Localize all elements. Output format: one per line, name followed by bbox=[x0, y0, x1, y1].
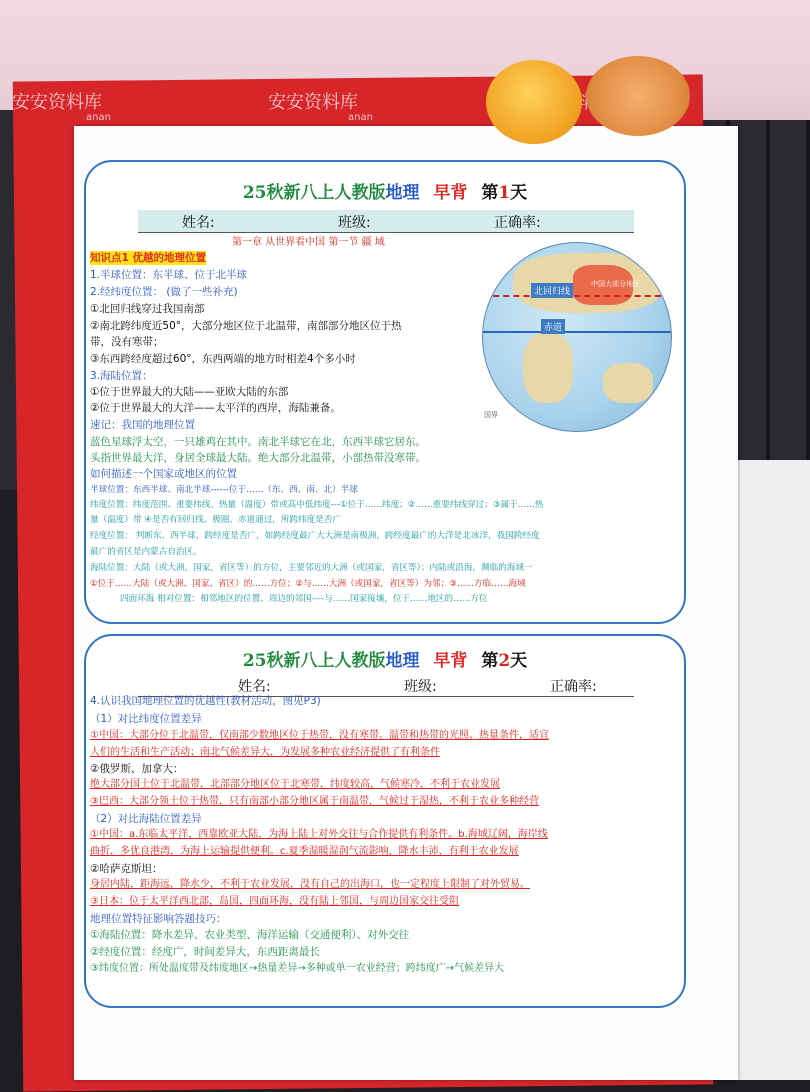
text-line: ①海陆位置：降水差异、农业类型、海洋运输（交通便利）、对外交往 bbox=[90, 929, 410, 941]
text-line: 人们的生活和生产活动；南北气候差异大，为发展多种农业经济提供了有利条件 bbox=[90, 747, 440, 758]
title-part: 第 bbox=[481, 183, 499, 203]
knowledge-point-heading: 知识点1 优越的地理位置 bbox=[90, 252, 206, 264]
text-line: ②经度位置：经度广，时间差异大，东西距离最长 bbox=[90, 946, 320, 958]
text-line: 纬度位置：纬度范围、重要纬线、热量（温度）带或高中低纬度---①位于……纬度；②……重要纬线穿过；③属于……热 bbox=[90, 500, 544, 510]
rate-label: 正确率: bbox=[494, 215, 541, 231]
text-line: ①位于……大陆（或大洲、国家、省区）的……方位；②与……大洲（或国家，省区等）为邻；③……方临……海域 bbox=[90, 579, 526, 589]
text-line: 头指世界最大洋，身居全球最大陆。绝大部分北温带，小部热带没寒带。 bbox=[90, 452, 426, 464]
class-label: 班级: bbox=[404, 679, 437, 695]
text-line: 如何描述一个国家或地区的位置 bbox=[90, 468, 237, 480]
text-line: 1.半球位置：东半球、位于北半球 bbox=[90, 269, 248, 281]
equator-line bbox=[483, 331, 671, 333]
text-line: （1）对比纬度位置差异 bbox=[90, 713, 202, 725]
text-line: ③日本：位于太平洋西北部，岛国，四面环海，没有陆上邻国，与周边国家交往受阻 bbox=[90, 896, 459, 907]
landmass bbox=[603, 363, 653, 403]
text-line: ②南北跨纬度近50°，大部分地区位于北温带，南部部分地区位于热 bbox=[90, 320, 402, 332]
text-line: 速记：我国的地理位置 bbox=[90, 419, 195, 431]
text-line: （2）对比海陆位置差异 bbox=[90, 813, 202, 825]
name-label: 姓名: bbox=[182, 215, 215, 231]
rate-label: 正确率: bbox=[550, 679, 597, 695]
title-subject: 地理 bbox=[385, 651, 420, 671]
text-line: 曲折，多优良港湾，为海上运输提供便利。c.夏季湿暖湿润气流影响，降水丰沛，有利于农业发展 bbox=[90, 846, 519, 857]
text-line: 3.海陆位置： bbox=[90, 370, 153, 382]
tropic-label: 北回归线 bbox=[531, 283, 573, 298]
equator-label: 赤道 bbox=[541, 319, 565, 334]
day1-info-bar bbox=[138, 210, 634, 233]
text-line: 海陆位置：大陆（或大洲，国家，省区等）的方位，主要邻近的大洲（或国家，省区等）；内陆或沿海，濒临的海域一 bbox=[90, 563, 533, 573]
watermark: 安安资料库 bbox=[12, 92, 102, 113]
sticker-cookie bbox=[586, 56, 690, 136]
text-line: ②俄罗斯、加拿大： bbox=[90, 763, 184, 775]
text-line: 地理位置特征影响答题技巧： bbox=[90, 913, 227, 925]
text-line: 身居内陆，距海远，降水少，不利于农业发展，没有自己的出海口，也一定程度上限制了对外贸易。 bbox=[90, 879, 530, 890]
sticker-heart bbox=[486, 60, 582, 144]
text-line: 四面环海 相对位置：相邻地区的位置、周边的邻国----与……国家接壤，位于……地区的……方位 bbox=[120, 594, 488, 604]
watermark: 安安资料库 bbox=[268, 92, 358, 113]
chapter-heading: 第一章 从世界看中国 第一节 疆 域 bbox=[232, 237, 385, 248]
day2-title bbox=[86, 646, 684, 671]
text-line: ①位于世界最大的大陆——亚欧大陆的东部 bbox=[90, 386, 289, 398]
china-label: 中国大部分地区 bbox=[591, 280, 640, 288]
text-line: 绝大部分国土位于北温带，北部部分地区位于北寒带，纬度较高，气候寒冷，不利于农业发展 bbox=[90, 779, 500, 790]
text-line: ③巴西：大部分领土位于热带，只有南部小部分地区属于南温带，气候过于湿热，不利于农业多种经营 bbox=[90, 796, 539, 807]
title-part: 25秋新八上人教版 bbox=[242, 183, 386, 203]
text-line: 2.经纬度位置： (做了一些补充) bbox=[90, 286, 238, 298]
class-label: 班级: bbox=[338, 215, 371, 231]
text-line: 半球位置：东西半球、南北半球------位于……（东、西、南、北）半球 bbox=[90, 485, 358, 495]
name-label: 姓名: bbox=[238, 679, 271, 695]
text-line: 量（温度）带 ④是否有回归线、极圈、赤道通过，所跨纬度是否广 bbox=[90, 515, 342, 525]
map-legend: 国界 bbox=[484, 411, 498, 419]
title-mode: 早背 bbox=[433, 651, 468, 671]
watermark-sub: anan bbox=[348, 112, 373, 123]
text-line: ②位于世界最大的大洋——太平洋的西岸，海陆兼备。 bbox=[90, 402, 341, 414]
title-part: 25秋新八上人教版 bbox=[242, 651, 386, 671]
text-line: 4.认识我国地理位置的优越性(教材活动，图见P3) bbox=[90, 695, 321, 707]
title-subject: 地理 bbox=[385, 183, 420, 203]
text-line: 经度位置： 判断东、西半球，跨经度是否广，如跨经度最广大大洲是南极洲，跨经度最广的大洋是北冰洋，我国跨经度 bbox=[90, 531, 540, 541]
title-part: 天 bbox=[510, 183, 528, 203]
watermark-sub: anan bbox=[86, 112, 111, 123]
title-day-number: 2 bbox=[498, 651, 511, 671]
text-line: ③纬度位置：所处温度带及纬度地区→热量差异→多种或单一农业经营；跨纬度广→气候差异大 bbox=[90, 963, 505, 974]
text-line: 带，没有寒带； bbox=[90, 336, 164, 348]
text-line: ①中国：大部分位于北温带，仅南部少数地区位于热带，没有寒带。温带和热带的光照、热量条件，适宜 bbox=[90, 730, 549, 741]
text-line: ②哈萨克斯坦： bbox=[90, 863, 163, 875]
landmass bbox=[523, 333, 573, 403]
text-line: 最广的省区是内蒙古自治区。 bbox=[90, 547, 202, 557]
text-line: ①中国：a.东临太平洋，西靠欧亚大陆，为海上陆上对外交往与合作提供有利条件。b.海域辽阔，海岸线 bbox=[90, 829, 548, 840]
day1-title bbox=[86, 178, 684, 203]
title-day-number: 1 bbox=[498, 183, 511, 203]
text-line: ③东西跨经度超过60°，东西两端的地方时相差4个多小时 bbox=[90, 353, 356, 365]
title-part: 天 bbox=[510, 651, 528, 671]
title-mode: 早背 bbox=[433, 183, 468, 203]
text-line: ①北回归线穿过我国南部 bbox=[90, 303, 205, 315]
text-line: 蓝色星球浮太空，一只雄鸡在其中。南北半球它在北，东西半球它居东。 bbox=[90, 436, 426, 448]
globe-map bbox=[482, 242, 672, 432]
title-part: 第 bbox=[481, 651, 499, 671]
tropic-line bbox=[483, 295, 671, 297]
